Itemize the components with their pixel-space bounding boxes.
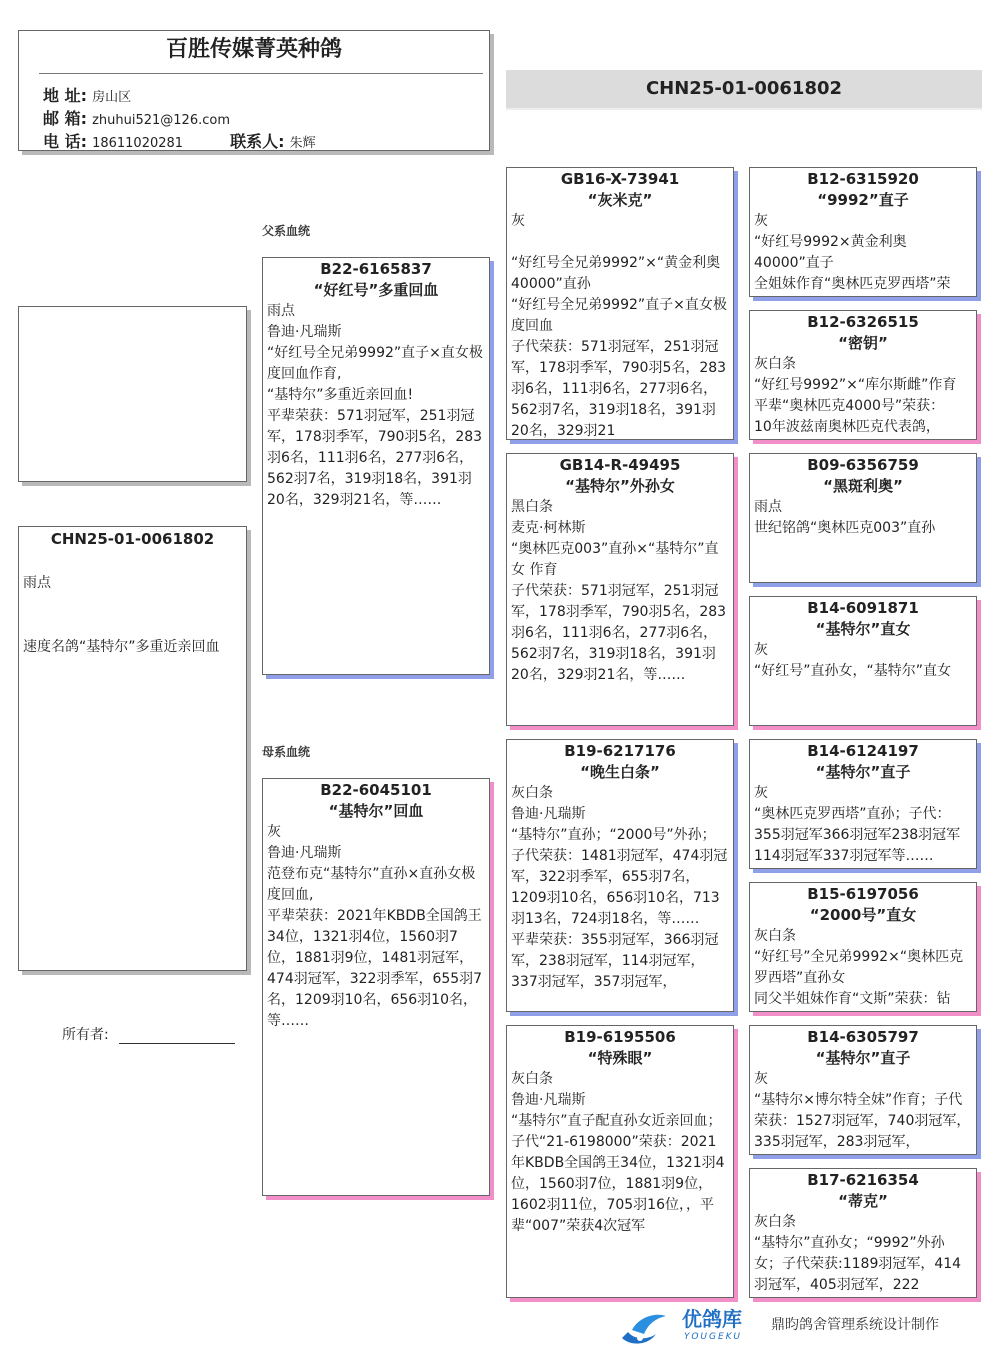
phone-label: 电 话:	[43, 132, 87, 151]
ring-banner	[506, 70, 982, 110]
pigeon-wave-icon	[618, 1308, 670, 1348]
great-grandparent-description: “基特尔×博尔特全妹”作育；子代荣获：1527羽冠军，740羽冠军，335羽冠军，283羽冠军，	[754, 1092, 971, 1150]
great-grandparent-ring-id: B12-6326515	[807, 313, 919, 331]
breeder-header	[18, 30, 490, 151]
subject-color: 雨点	[23, 575, 51, 591]
great-grandparent-description: 世纪铭鸽“奥林匹克003”直孙	[754, 520, 936, 536]
address-value: 房山区	[92, 90, 132, 105]
great-grandparent-card	[749, 1025, 977, 1155]
great-grandparent-name: “黑斑利奥”	[823, 477, 903, 495]
breeder-title: 百胜传媒菁英种鸽	[165, 37, 342, 62]
great-grandparent-card	[749, 596, 977, 726]
great-grandparent-card	[749, 310, 977, 440]
great-grandparent-color: 灰	[754, 213, 768, 229]
grandparent-color: 灰	[511, 213, 525, 229]
great-grandparent-name: “基特尔”直女	[815, 620, 911, 638]
granddam-maternal-card	[506, 1025, 734, 1298]
grandparent-color: 黑白条	[511, 499, 553, 515]
great-grandparent-ring-id: B09-6356759	[807, 456, 919, 474]
great-grandparent-description: “好红号9992”×“库尔斯雌”作育 平辈“奥林匹克4000号”荣获： 10年波兹南奥林匹克代表鸽，	[754, 377, 957, 435]
subject-note: 速度名鸽“基特尔”多重近亲回血	[23, 639, 220, 655]
great-grandparent-name: “2000号”直女	[809, 906, 917, 924]
owner-line	[62, 1024, 235, 1044]
footer-logo	[618, 1306, 768, 1350]
logo-chinese: 优鸽库	[682, 1307, 742, 1331]
great-grandparent-color: 灰白条	[754, 928, 796, 944]
dam-color: 灰	[267, 824, 281, 840]
sire-section-label: 父系血统	[262, 224, 311, 238]
header-divider	[39, 73, 483, 74]
grandparent-ring-id: GB14-R-49495	[559, 456, 681, 474]
great-grandparent-name: “基特尔”直子	[815, 1049, 911, 1067]
grandparent-description: “好红号全兄弟9992”×“黄金利奥40000”直孙 “好红号全兄弟9992”直子×直女极度回血 子代荣获：571羽冠军，251羽冠军，178羽季军，790羽5名，283羽6名，111羽6名，277羽6名，562羽7名，319羽18名，391羽20名，329羽21	[511, 255, 727, 439]
great-grandparent-name: “蒂克”	[838, 1192, 888, 1210]
dam-card	[262, 778, 490, 1196]
great-grandparent-ring-id: B12-6315920	[807, 170, 919, 188]
email-value[interactable]: zhuhui521@126.com	[92, 113, 230, 128]
grandparent-ring-id: B19-6195506	[564, 1028, 676, 1046]
dam-section-label: 母系血统	[262, 745, 311, 759]
great-grandparent-ring-id: B14-6091871	[807, 599, 919, 617]
great-grandparent-ring-id: B15-6197056	[807, 885, 919, 903]
logo-english: YOUGEKU	[684, 1332, 743, 1342]
grandparent-description: 鲁迪·凡瑞斯 “基特尔”直子配直孙女近亲回血；子代“21-6198000”荣获：2021年KBDB全国鸽王34位，1321羽4位，1560羽7位，1881羽9位，1602羽11位，705羽16位，，平辈“007”荣获4次冠军	[511, 1092, 725, 1234]
great-grandparent-card	[749, 739, 977, 869]
footer-credit: 鼎昀鸽舍管理系统设计制作	[771, 1317, 939, 1333]
grandparent-description: 麦克·柯林斯 “奥林匹克003”直孙×“基特尔”直女 作育 子代荣获：571羽冠军，251羽冠军，178羽季军，790羽5名，283羽6名，111羽6名，277羽6名，562羽7名，319羽18名，391羽20名，329羽21名，等……	[511, 520, 727, 683]
grandparent-color: 灰白条	[511, 1071, 553, 1087]
great-grandparent-description: “好红号9992×黄金利奥40000”直子 全姐妹作育“奥林匹克罗西塔”荣	[754, 234, 951, 292]
grandparent-ring-id: B19-6217176	[564, 742, 676, 760]
great-grandparent-card	[749, 167, 977, 297]
great-grandparent-name: “密钥”	[838, 334, 888, 352]
address-label: 地 址:	[43, 86, 87, 105]
great-grandparent-ring-id: B14-6305797	[807, 1028, 919, 1046]
great-grandparent-description: “好红号”直孙女，“基特尔”直女	[754, 663, 952, 679]
grandparent-description: 鲁迪·凡瑞斯 “基特尔”直孙；“2000号”外孙；子代荣获：1481羽冠军，474羽冠军，322羽季军，655羽7名，1209羽10名，656羽10名，713羽13名，724羽18名，等…… 平辈荣获：355羽冠军，366羽冠军，238羽冠军，114羽冠军，337羽冠军，357羽冠军，	[511, 806, 728, 990]
sire-color: 雨点	[267, 303, 295, 319]
email-label: 邮 箱:	[43, 109, 87, 128]
sire-ring-id: B22-6165837	[320, 260, 432, 278]
great-grandparent-card	[749, 1168, 977, 1298]
great-grandparent-card	[749, 453, 977, 583]
great-grandparent-ring-id: B14-6124197	[807, 742, 919, 760]
granddam-paternal-card	[506, 453, 734, 726]
grandparent-name: “基特尔”外孙女	[565, 477, 675, 495]
sire-card	[262, 257, 490, 675]
grandparent-ring-id: GB16-X-73941	[560, 170, 680, 188]
sire-description: 鲁迪·凡瑞斯 “好红号全兄弟9992”直子×直女极度回血作育, “基特尔”多重近亲回血! 平辈荣获：571羽冠军，251羽冠军，178羽季军，790羽5名，283羽6名，111羽6名，277羽6名，562羽7名，319羽18名，391羽20名，329羽21名，等……	[267, 324, 483, 508]
great-grandparent-color: 灰白条	[754, 356, 796, 372]
great-grandparent-color: 灰	[754, 1071, 768, 1087]
subject-card	[18, 526, 247, 971]
great-grandparent-color: 灰白条	[754, 1214, 796, 1230]
great-grandparent-color: 灰	[754, 642, 768, 658]
great-grandparent-color: 灰	[754, 785, 768, 801]
owner-label: 所有者:	[62, 1027, 109, 1043]
great-grandparent-ring-id: B17-6216354	[807, 1171, 919, 1189]
owner-blank[interactable]	[119, 1029, 235, 1044]
dam-description: 鲁迪·凡瑞斯 范登布克“基特尔”直孙×直孙女极度回血, 平辈荣获：2021年KBDB全国鸽王34位，1321羽4位，1560羽7位，1881羽9位，1481羽冠军，474羽冠军，322羽季军，655羽7名，1209羽10名，656羽10名，等……	[267, 845, 483, 1029]
grandparent-name: “灰米克”	[587, 191, 653, 209]
dam-name: “基特尔”回血	[328, 802, 424, 820]
contact-block	[43, 85, 316, 151]
grandparent-name: “晚生白条”	[580, 763, 660, 781]
grandsire-paternal-card	[506, 167, 734, 440]
great-grandparent-name: “基特尔”直子	[815, 763, 911, 781]
dam-ring-id: B22-6045101	[320, 781, 432, 799]
contact-value: 朱辉	[289, 136, 316, 151]
great-grandparent-description: “好红号”全兄弟9992×“奥林匹克罗西塔”直孙女 同父半姐妹作育“文斯”荣获：钻	[754, 949, 964, 1007]
phone-value[interactable]: 18611020281	[92, 136, 184, 151]
grandparent-color: 灰白条	[511, 785, 553, 801]
grandsire-maternal-card	[506, 739, 734, 1012]
great-grandparent-card	[749, 882, 977, 1012]
great-grandparent-name: “9992”直子	[817, 191, 909, 209]
ring-banner-text: CHN25-01-0061802	[645, 78, 843, 99]
sire-name: “好红号”多重回血	[313, 281, 439, 299]
great-grandparent-description: “基特尔”直孙女；“9992”外孙女；子代荣获:1189羽冠军，414羽冠军，405羽冠军，222	[754, 1235, 962, 1293]
great-grandparent-color: 雨点	[754, 499, 782, 515]
grandparent-name: “特殊眼”	[587, 1049, 653, 1067]
contact-label: 联系人:	[230, 132, 285, 151]
subject-ring-id: CHN25-01-0061802	[50, 530, 215, 548]
photo-frame	[18, 306, 247, 482]
great-grandparent-description: “奥林匹克罗西塔”直孙；子代：355羽冠军366羽冠军238羽冠军114羽冠军337羽冠军等……	[754, 806, 961, 864]
